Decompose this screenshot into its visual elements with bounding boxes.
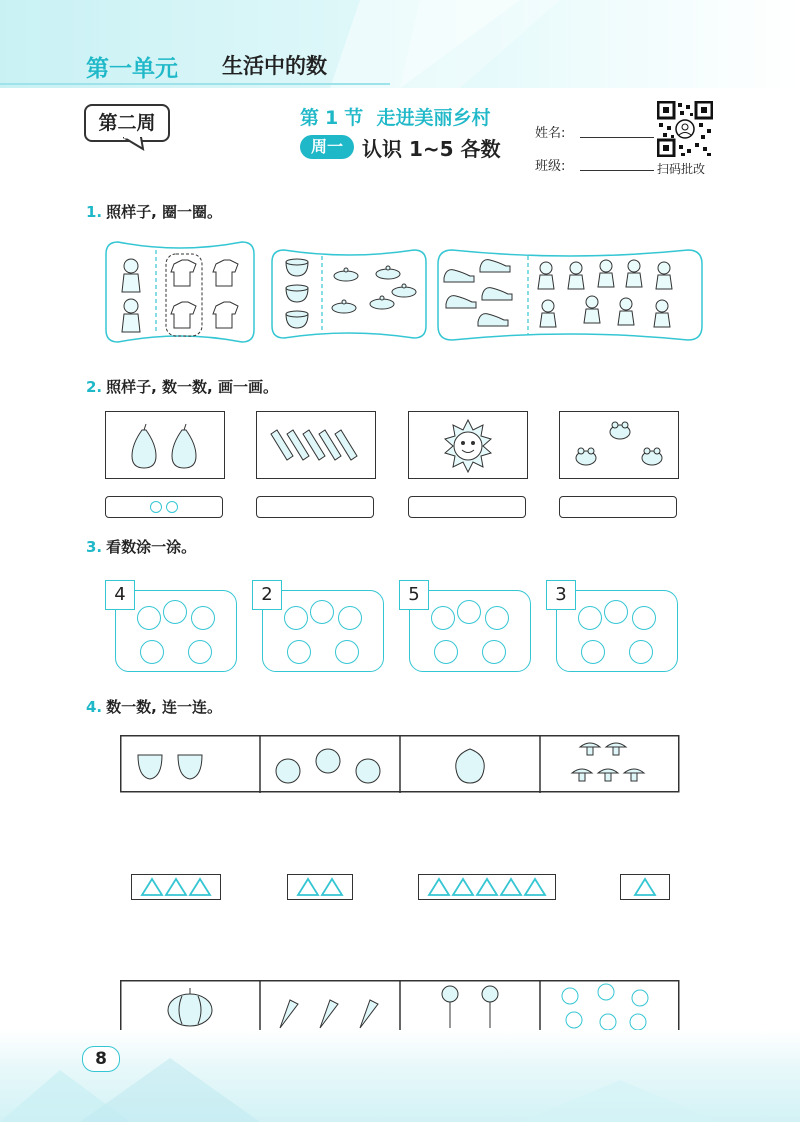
sample-circle (166, 501, 178, 513)
q4-triangle-box-3[interactable] (418, 874, 556, 900)
q3-circle[interactable] (457, 600, 481, 624)
question-2-number: 2. (86, 378, 103, 396)
page-number: 8 (82, 1046, 120, 1072)
question-3-title (86, 536, 196, 557)
q3-number-3: 5 (399, 580, 429, 610)
q3-circle[interactable] (434, 640, 458, 664)
q3-circle[interactable] (431, 606, 455, 630)
question-1-title (86, 201, 222, 222)
class-label: 班级: (535, 159, 566, 174)
frog-icon (576, 422, 662, 465)
q3-circle[interactable] (482, 640, 506, 664)
triangle-icon (140, 877, 212, 897)
question-4-text: 数一数, 连一连。 (106, 698, 223, 716)
q4-triangle-box-2[interactable] (287, 874, 353, 900)
triangle-icon (633, 877, 657, 897)
q3-circle[interactable] (578, 606, 602, 630)
q3-circle[interactable] (284, 606, 308, 630)
day-pill: 周一 (300, 135, 354, 159)
question-4-number: 4. (86, 698, 103, 716)
question-4-title (86, 696, 222, 717)
lesson-title (300, 103, 491, 130)
day-title: 认识 1~5 各数 (362, 137, 501, 161)
q3-circle[interactable] (581, 640, 605, 664)
footer-band (0, 1030, 800, 1122)
name-label: 姓名: (535, 126, 566, 141)
q3-circle[interactable] (287, 640, 311, 664)
q4-triangle-box-1[interactable] (131, 874, 221, 900)
q1-panel-shoes-kids (436, 246, 704, 344)
bowl-icon (286, 259, 308, 328)
lesson-name: 走进美丽乡村 (376, 107, 491, 129)
q3-circle[interactable] (335, 640, 359, 664)
q3-number-4: 3 (546, 580, 576, 610)
q3-circle[interactable] (188, 640, 212, 664)
lesson-number: 1 (325, 107, 339, 129)
q3-number-2: 2 (252, 580, 282, 610)
class-field[interactable] (580, 156, 654, 171)
sample-circle (150, 501, 162, 513)
pencil-icon (271, 430, 357, 460)
q3-circle[interactable] (137, 606, 161, 630)
q2-answer-box-1[interactable] (105, 496, 223, 518)
footer-decoration (0, 1030, 800, 1122)
q2-box-pears (105, 411, 225, 479)
question-2-title (86, 376, 278, 397)
q3-circle[interactable] (191, 606, 215, 630)
q2-box-pencils (256, 411, 376, 479)
q3-circle[interactable] (163, 600, 187, 624)
sun-icon (445, 420, 491, 472)
q3-circle[interactable] (338, 606, 362, 630)
q1-panel-kids-shirts (104, 238, 256, 346)
q3-circle[interactable] (629, 640, 653, 664)
triangle-icon (296, 877, 344, 897)
q2-box-sun (408, 411, 528, 479)
pear-icon (132, 424, 196, 468)
question-3-text: 看数涂一涂。 (106, 538, 197, 556)
q4-top-strip (120, 735, 680, 793)
question-2-text: 照样子, 数一数, 画一画。 (106, 378, 278, 396)
q3-circle[interactable] (485, 606, 509, 630)
q2-answer-box-3[interactable] (408, 496, 526, 518)
q3-circle[interactable] (604, 600, 628, 624)
question-1-number: 1. (86, 203, 103, 221)
name-field[interactable] (580, 123, 654, 138)
question-1-text: 照样子, 圈一圈。 (106, 203, 223, 221)
q3-circle[interactable] (632, 606, 656, 630)
lesson-suffix: 节 (344, 107, 364, 129)
q2-answer-box-2[interactable] (256, 496, 374, 518)
qr-code-icon[interactable] (657, 101, 713, 157)
q3-circle[interactable] (310, 600, 334, 624)
qr-label: 扫码批改 (657, 162, 706, 176)
q2-answer-box-4[interactable] (559, 496, 677, 518)
question-3-number: 3. (86, 538, 103, 556)
triangle-icon (427, 877, 547, 897)
week-badge: 第二周 (84, 104, 170, 142)
q4-bottom-strip (120, 980, 680, 1036)
badge-tail (123, 137, 145, 151)
q1-panel-bowls-lids (270, 246, 428, 342)
q4-triangle-box-4[interactable] (620, 874, 670, 900)
unit-subtitle: 生活中的数 (222, 54, 327, 78)
q3-circle[interactable] (140, 640, 164, 664)
unit-title: 第一单元 (86, 56, 178, 82)
q3-number-1: 4 (105, 580, 135, 610)
lesson-prefix: 第 (300, 107, 320, 129)
q2-box-frogs (559, 411, 679, 479)
